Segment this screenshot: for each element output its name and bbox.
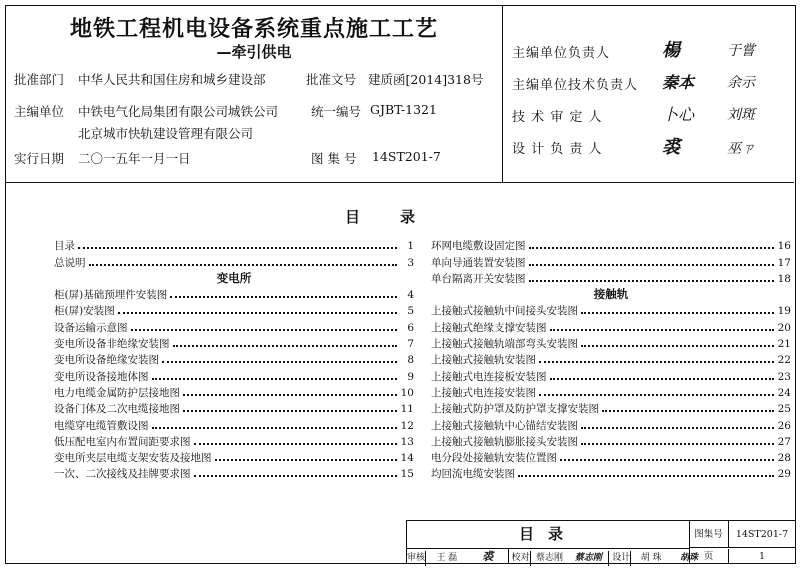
title-block [406, 520, 795, 564]
toc-entry[interactable] [54, 400, 414, 416]
unified-no-label: 统一编号 [311, 104, 362, 119]
toc-title: 目录 [344, 208, 455, 226]
toc-entry[interactable] [54, 237, 414, 253]
dot-leader [550, 378, 775, 380]
toc-entry-title: 变电所夹层电缆支架安装及接地图 [54, 452, 212, 465]
toc-entry[interactable] [54, 416, 414, 432]
page-number: 1 [758, 551, 766, 562]
toc-entry-page: 15 [400, 468, 414, 481]
dot-leader [152, 378, 398, 380]
toc-entry-title: 上接触式接触轨中间接头安装图 [431, 305, 578, 318]
approval-doc-label: 批准文号 [306, 72, 357, 87]
dot-leader [173, 345, 398, 347]
toc-entry-title: 电分段处接触轨安装位置图 [431, 452, 557, 465]
dot-leader [183, 410, 397, 412]
impl-date-label: 实行日期 [14, 151, 65, 166]
toc-entry[interactable] [431, 449, 791, 465]
impl-date: 二〇一五年一月一日 [78, 151, 191, 166]
toc-entry-page: 23 [777, 370, 791, 383]
toc-entry-title: 设备运输示意图 [54, 321, 128, 334]
toc-entry-title: 上接触式绝缘支撑安装图 [431, 321, 547, 334]
dot-leader [529, 280, 775, 282]
dot-leader [581, 427, 774, 429]
toc-entry[interactable] [431, 465, 791, 481]
toc-entry[interactable] [54, 384, 414, 400]
toc-entry[interactable] [431, 237, 791, 253]
dot-leader [131, 329, 398, 331]
review-label: 审核 [407, 551, 426, 566]
toc-entry-page: 29 [777, 468, 791, 481]
toc-entry-page: 3 [407, 256, 414, 269]
signature: 于嘗 [727, 43, 755, 59]
dot-leader [550, 329, 775, 331]
atlas-subtitle: —牵引供电 [216, 43, 292, 61]
toc-entry-title: 设备门体及二次电缆接地图 [54, 403, 180, 416]
toc-entry-title: 柜(屏)安装图 [54, 305, 115, 318]
dot-leader [89, 264, 398, 266]
approval-doc: 建质函[2014]318号 [368, 72, 484, 87]
toc-entry-page: 13 [400, 435, 414, 448]
toc-entry-title: 均回流电缆安装图 [431, 468, 515, 481]
toc-entry-page: 12 [400, 419, 414, 432]
toc-entry-page: 14 [400, 452, 414, 465]
toc-entry-page: 22 [777, 354, 791, 367]
designer-signature: 胡珠 [679, 553, 698, 563]
toc-entry-page: 4 [407, 289, 414, 302]
toc-entry[interactable] [431, 253, 791, 269]
role-label: 设 计 负 责 人 [512, 142, 603, 157]
header-block [6, 6, 794, 183]
toc-entry-title: 环网电缆敷设固定图 [431, 240, 526, 253]
dot-leader [581, 345, 774, 347]
toc-entry-title: 变电所设备非绝缘安装图 [54, 338, 170, 351]
toc-entry[interactable] [431, 433, 791, 449]
toc-entry[interactable] [431, 335, 791, 351]
dot-leader [529, 264, 775, 266]
toc-entry-title: 上接触式接触轨端部弯头安装图 [431, 338, 578, 351]
signature: 巫ㄗ [727, 141, 755, 157]
toc-entry-page: 26 [777, 419, 791, 432]
editor-unit-1: 中铁电气化局集团有限公司城铁公司 [78, 104, 279, 119]
toc-entry-page: 27 [777, 435, 791, 448]
editor-unit-2: 北京城市快轨建设管理有限公司 [78, 126, 254, 141]
toc-entry-page: 10 [400, 386, 414, 399]
dot-leader [118, 312, 397, 314]
dot-leader [581, 312, 774, 314]
design-label: 设计 [612, 551, 631, 566]
toc-entry[interactable] [431, 416, 791, 432]
role-label: 主编单位负责人 [512, 46, 611, 61]
toc-entry-title: 变电所设备接地体图 [54, 370, 149, 383]
signature: 卜心 [662, 105, 695, 124]
dot-leader [539, 394, 774, 396]
toc-entry[interactable] [431, 302, 791, 318]
toc-entry[interactable] [431, 384, 791, 400]
toc-section-heading: 接触轨 [593, 286, 629, 301]
toc-entry-page: 25 [777, 403, 791, 416]
toc-entry-title: 低压配电室内布置间距要求图 [54, 435, 191, 448]
toc-entry-page: 21 [777, 338, 791, 351]
toc-entry[interactable] [54, 302, 414, 318]
drawing-sheet [5, 5, 796, 564]
signature: 秦本 [662, 73, 695, 92]
toc-entry-title: 上接触式电连接安装图 [431, 386, 536, 399]
toc-entry-title: 电缆穿电缆管敷设图 [54, 419, 149, 432]
toc-entry-page: 11 [400, 403, 414, 416]
toc-entry[interactable] [431, 318, 791, 334]
dot-leader [152, 427, 398, 429]
toc-entry-title: 上接触式接触轨膨胀接头安装图 [431, 435, 578, 448]
toc-entry-page: 1 [407, 240, 414, 253]
toc-entry[interactable] [54, 351, 414, 367]
dot-leader [194, 443, 398, 445]
toc-entry[interactable] [54, 318, 414, 334]
toc-entry[interactable] [431, 351, 791, 367]
responsibles-panel [502, 6, 794, 182]
toc-entry-title: 单向导通装置安装图 [431, 256, 526, 269]
page-label: 页 [689, 549, 729, 564]
signature: 裘 [662, 137, 680, 158]
header-left [6, 6, 503, 182]
atlas-no-label: 图 集 号 [311, 151, 357, 166]
reviewer-signature: 裘 [468, 549, 509, 564]
toc-entry-title: 上接触式接触轨中心锚结安装图 [431, 419, 578, 432]
toc-entry-title: 变电所设备绝缘安装图 [54, 354, 159, 367]
toc-entry-page: 17 [777, 256, 791, 269]
toc-left-column [54, 237, 414, 481]
toc-entry-page: 7 [407, 338, 414, 351]
toc-entry-title: 一次、二次接线及挂牌要求图 [54, 468, 191, 481]
dot-leader [581, 443, 774, 445]
toc-entry-page: 16 [777, 240, 791, 253]
dot-leader [529, 247, 775, 249]
signature: 楊 [662, 40, 680, 61]
toc-entry[interactable] [54, 465, 414, 481]
dot-leader [162, 361, 397, 363]
title-block-name: 目录 [407, 521, 690, 549]
dot-leader [78, 247, 397, 249]
toc-entry-page: 6 [407, 321, 414, 334]
toc-entry-page: 5 [407, 305, 414, 318]
toc-entry-page: 20 [777, 321, 791, 334]
editor-unit-label: 主编单位 [14, 104, 65, 119]
atlas-no-label: 图集号 [689, 521, 729, 548]
check-label: 校对 [512, 551, 531, 566]
toc-entry-page: 24 [777, 386, 791, 399]
toc-entry-title: 电力电缆金属防护层接地图 [54, 386, 180, 399]
toc-right-column [431, 237, 791, 481]
toc-entry[interactable] [431, 400, 791, 416]
toc-entry[interactable] [54, 253, 414, 269]
toc-entry-title: 上接触式防护罩及防护罩支撑安装图 [431, 403, 599, 416]
role-label: 主编单位技术负责人 [512, 78, 639, 93]
designer-name: 胡 珠 [640, 553, 662, 563]
toc-entry[interactable] [54, 335, 414, 351]
toc-entry[interactable] [431, 270, 791, 286]
toc-entry[interactable] [54, 286, 414, 302]
toc-entry-page: 8 [407, 354, 414, 367]
atlas-no: 14ST201-7 [372, 149, 441, 164]
approval-dept-label: 批准部门 [14, 72, 65, 87]
toc-entry-title: 总说明 [54, 256, 86, 269]
signature: 刘斑 [727, 107, 755, 123]
toc-entry-title: 柜(屏)基础预埋件安装图 [54, 289, 168, 302]
toc-section-heading: 变电所 [216, 270, 252, 285]
toc-entry-title: 上接触式电连接板安装图 [431, 370, 547, 383]
role-label: 技 术 审 定 人 [512, 110, 603, 125]
dot-leader [518, 475, 774, 477]
checker-name: 蔡志刚 [535, 553, 563, 563]
atlas-no-value: 14ST201-7 [729, 521, 795, 548]
dot-leader [183, 394, 397, 396]
toc-entry-page: 18 [777, 272, 791, 285]
toc-entry-title: 上接触式接触轨安装图 [431, 354, 536, 367]
signature-row [407, 549, 698, 564]
toc-entry[interactable] [54, 367, 414, 383]
toc-entry[interactable] [54, 449, 414, 465]
dot-leader [539, 361, 774, 363]
atlas-title: 地铁工程机电设备系统重点施工工艺 [69, 17, 438, 42]
dot-leader [215, 459, 398, 461]
checker-signature: 蔡志刚 [568, 551, 609, 566]
toc-entry[interactable] [54, 433, 414, 449]
toc-entry[interactable] [431, 367, 791, 383]
dot-leader [194, 475, 398, 477]
toc-entry-page: 19 [777, 305, 791, 318]
approval-dept: 中华人民共和国住房和城乡建设部 [78, 72, 266, 87]
dot-leader [602, 410, 774, 412]
toc-entry-title: 单台隔离开关安装图 [431, 272, 526, 285]
toc-entry-title: 目录 [54, 240, 75, 253]
reviewer-name: 王 磊 [436, 553, 458, 563]
unified-no: GJBT-1321 [370, 102, 437, 117]
dot-leader [170, 296, 397, 298]
toc-entry-page: 28 [777, 452, 791, 465]
toc-entry-page: 9 [407, 370, 414, 383]
dot-leader [560, 459, 774, 461]
signature: 余示 [727, 75, 755, 91]
